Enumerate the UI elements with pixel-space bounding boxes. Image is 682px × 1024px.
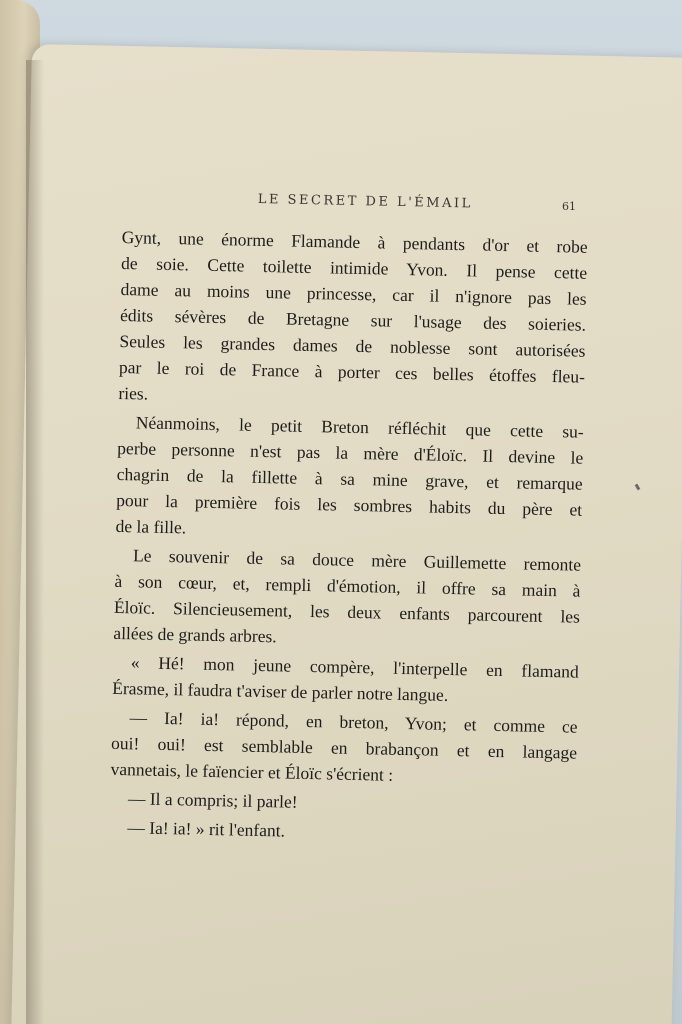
text-line: de la fille. — [115, 515, 187, 538]
page-number: 61 — [562, 200, 576, 213]
running-title: LE SECRET DE L'ÉMAIL — [257, 192, 473, 212]
body-text — [109, 224, 588, 850]
text-line: Le souvenir de sa douce mère Guillemette remonte — [132, 545, 582, 575]
text-line: édits sévères de Bretagne sur l'usage des soieries. — [119, 304, 587, 335]
text-line: oui! oui! est semblable en brabançon et en langage — [110, 732, 578, 763]
text-line: Éloïc. Silencieusement, les deux enfants parcourent les — [113, 596, 581, 627]
text-line: chagrin de la fillette à sa mine grave, et remarque — [116, 463, 583, 494]
text-line: Gynt, une énorme Flamande à pendants d'or et robe — [121, 226, 588, 257]
text-line: « Hé! mon jeune compère, l'interpelle en flamand — [130, 652, 579, 682]
spine-shadow — [26, 60, 44, 1024]
text-line: pour la première fois les sombres habits du père et — [116, 489, 583, 520]
text-line: à son cœur, et, rempli d'émotion, il offre sa main à — [114, 570, 581, 601]
text-line: — Il a compris; il parle! — [127, 788, 298, 812]
text-line: vannetais, le faïencier et Éloïc s'écrient : — [110, 758, 394, 785]
text-line: allées de grands arbres. — [113, 622, 277, 647]
text-line: Seules les grandes dames de noblesse sont autorisées — [119, 330, 586, 361]
text-line: par le roi de France à porter ces belles étoffes fleu- — [118, 356, 586, 387]
text-line: perbe personne n'est pas la mère d'Éloïc. Il devine le — [117, 437, 584, 468]
text-line: — Ia! ia! » rit l'enfant. — [127, 817, 286, 841]
text-line: ries. — [118, 382, 149, 404]
text-line: Érasme, il faudra t'aviser de parler notre langue. — [112, 677, 449, 705]
text-line: — Ia! ia! répond, en breton, Yvon; et comme ce — [129, 707, 578, 737]
text-line: dame au moins une princesse, car il n'ignore pas les — [120, 278, 587, 309]
text-line: de soie. Cette toilette intimide Yvon. Il pense cette — [120, 252, 588, 283]
text-line: Néanmoins, le petit Breton réfléchit que cette su- — [135, 412, 584, 442]
